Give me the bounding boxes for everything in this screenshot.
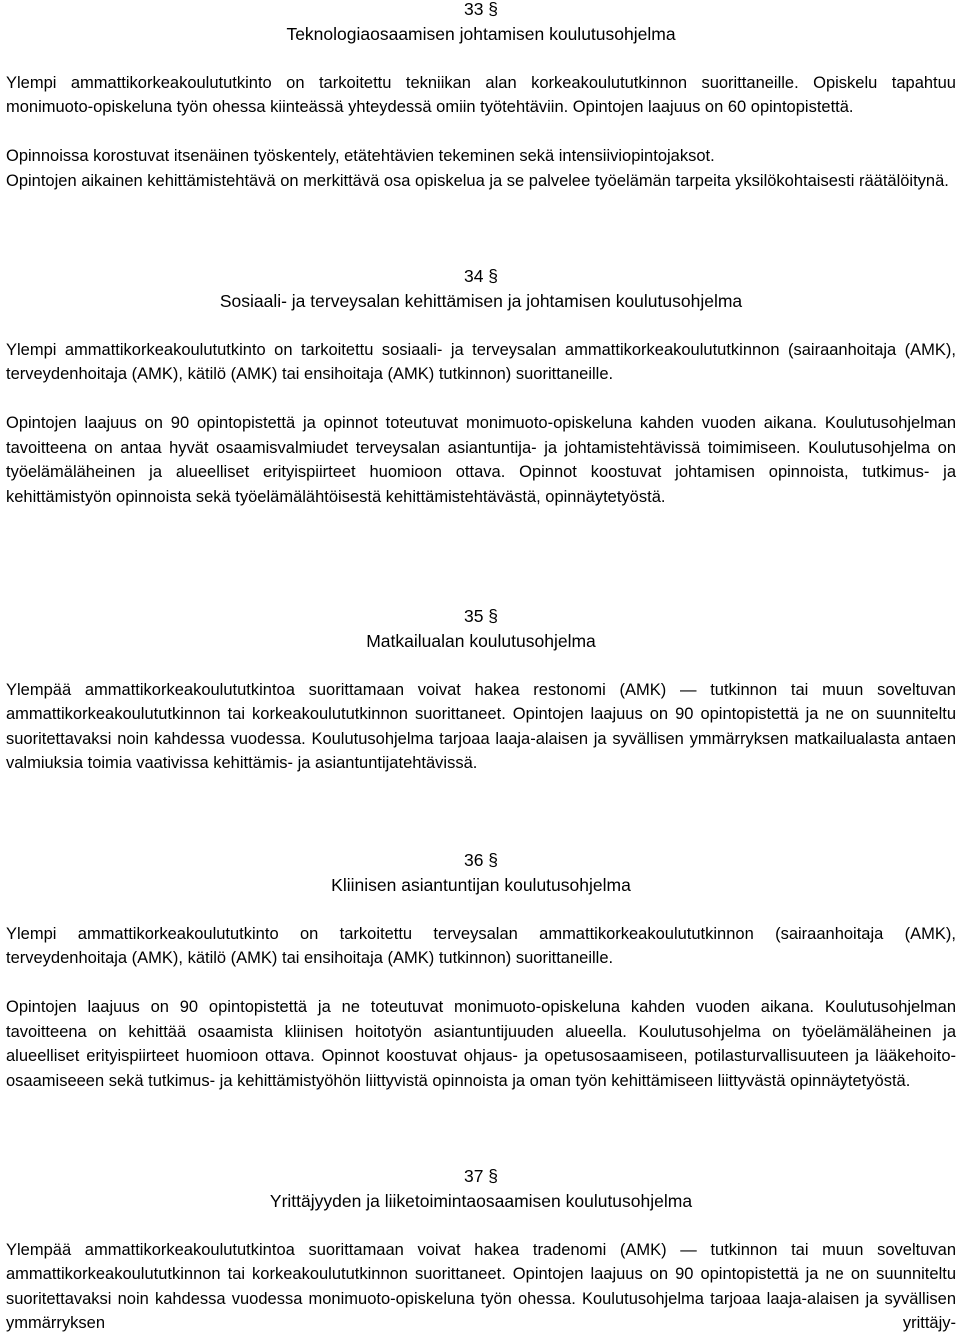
- paragraph: Opinnoissa korostuvat itsenäinen työskentely, etätehtävien tekeminen sekä intensiiviopintojaksot.: [6, 147, 715, 165]
- paragraph: Ylempi ammattikorkeakoulututkinto on tarkoitettu terveysalan ammattikorkeakoulututkinnon (sairaanhoitaja (AMK), terveydenhoitaja (AMK), kätilö (AMK) tai ensihoitaja (AMK) tutkinnon) suorittaneille.: [6, 924, 956, 967]
- section-title: Teknologiaosaamisen johtamisen koulutusohjelma: [286, 23, 676, 44]
- section-number: 35 §: [463, 606, 499, 626]
- paragraph: Ylempi ammattikorkeakoulututkinto on tarkoitettu sosiaali- ja terveysalan ammattikorkeakoulututkinnon (sairaanhoitaja (AMK), terveydenhoitaja (AMK), kätilö (AMK) tai ensihoitaja (AMK) tutkinnon) suorittaneille.: [6, 340, 956, 383]
- section-heading: [6, 0, 956, 46]
- paragraph: Ylempää ammattikorkeakoulututkintoa suorittamaan voivat hakea tradenomi (AMK) — tutkinnon tai muun soveltuvan ammattikorkeakoulututkinnon tai korkeakoulututkinnon suorittaneet. Opintojen laajuus on 90 opintopistettä ja ne on suunniteltu suoritettavaksi noin kahdessa vuodessa monimuoto-opiskeluna työn ohessa. Koulutusohjelma tarjoaa laaja-alaisen ja syvällisen ymmärryksen yrittäjy-: [6, 1240, 956, 1332]
- section-title: Yrittäjyyden ja liiketoimintaosaamisen koulutusohjelma: [269, 1190, 693, 1211]
- section-title: Kliinisen asiantuntijan koulutusohjelma: [331, 874, 631, 895]
- section-34: [6, 264, 956, 509]
- section-37: [6, 1164, 956, 1336]
- paragraph: Opintojen laajuus on 90 opintopistettä ja opinnot toteutuvat monimuoto-opiskeluna kahden vuoden aikana. Koulutusohjelman tavoitteena on antaa hyvät osaamisvalmiudet terveysalan asiantuntija- ja johtamistehtävissä toimimiseen. Koulutusohjelma on työelämäläheinen ja alueelliset erityispiirteet huomioon ottava. Opinnot koostuvat johtamisen opinnoista, tutkimus- ja kehittämistyön opinnoista sekä työelämälähtöisestä kehittämistehtävästä, opinnäytetyöstä.: [6, 414, 956, 506]
- section-title: Sosiaali- ja terveysalan kehittämisen ja johtamisen koulutusohjelma: [219, 290, 743, 311]
- paragraph: Ylempi ammattikorkeakoulututkinto on tarkoitettu tekniikan alan korkeakoulututkinnon suorittaneille. Opiskelu tapahtuu monimuoto-opiskeluna työn ohessa kiinteässä yhteydessä omiin työtehtäviin. Opintojen laajuus on 60 opintopistettä.: [6, 73, 956, 116]
- section-heading: [6, 848, 956, 897]
- section-35: [6, 604, 956, 776]
- section-heading: [6, 604, 956, 653]
- paragraph: Ylempää ammattikorkeakoulututkintoa suorittamaan voivat hakea restonomi (AMK) — tutkinnon tai muun soveltuvan ammattikorkeakoulututkinnon tai korkeakoulututkinnon suorittaneet. Opintojen laajuus on 90 opintopistettä ja ne on suunniteltu suoritettavaksi noin kahdessa vuodessa. Koulutusohjelma tarjoaa laaja-alaisen ja syvällisen ymmärryksen matkailualasta antaen valmiuksia toimia vaativissa kehittämis- ja asiantuntijatehtävissä.: [6, 680, 956, 772]
- section-heading: [6, 1164, 956, 1213]
- section-number: 37 §: [463, 1166, 499, 1186]
- section-36: [6, 848, 956, 1093]
- paragraph: Opintojen laajuus on 90 opintopistettä ja ne toteutuvat monimuoto-opiskeluna kahden vuoden aikana. Koulutusohjelman tavoitteena on kehittää osaamista kliinisen hoitotyön asiantuntijuuden alueella. Koulutusohjelma on työelämäläheinen ja alueelliset erityispiirteet huomioon ottava. Opinnot koostuvat ohjaus- ja opetusosaamiseen, potilasturvallisuuteen ja lääkehoito-osaamiseeen sekä tutkimus- ja kehittämistyöhön liittyvistä opinnoista ja oman työn kehittämiseen liittyvästä opinnäytetyöstä.: [6, 998, 956, 1090]
- section-title: Matkailualan koulutusohjelma: [366, 630, 596, 651]
- section-33: [6, 0, 956, 193]
- paragraph: Opintojen aikainen kehittämistehtävä on merkittävä osa opiskelua ja se palvelee työelämän tarpeita yksilökohtaisesti räätälöitynä.: [6, 171, 949, 190]
- section-heading: [6, 264, 956, 313]
- section-number: 36 §: [463, 850, 499, 870]
- section-number: 33 §: [463, 0, 499, 19]
- section-number: 34 §: [463, 266, 499, 286]
